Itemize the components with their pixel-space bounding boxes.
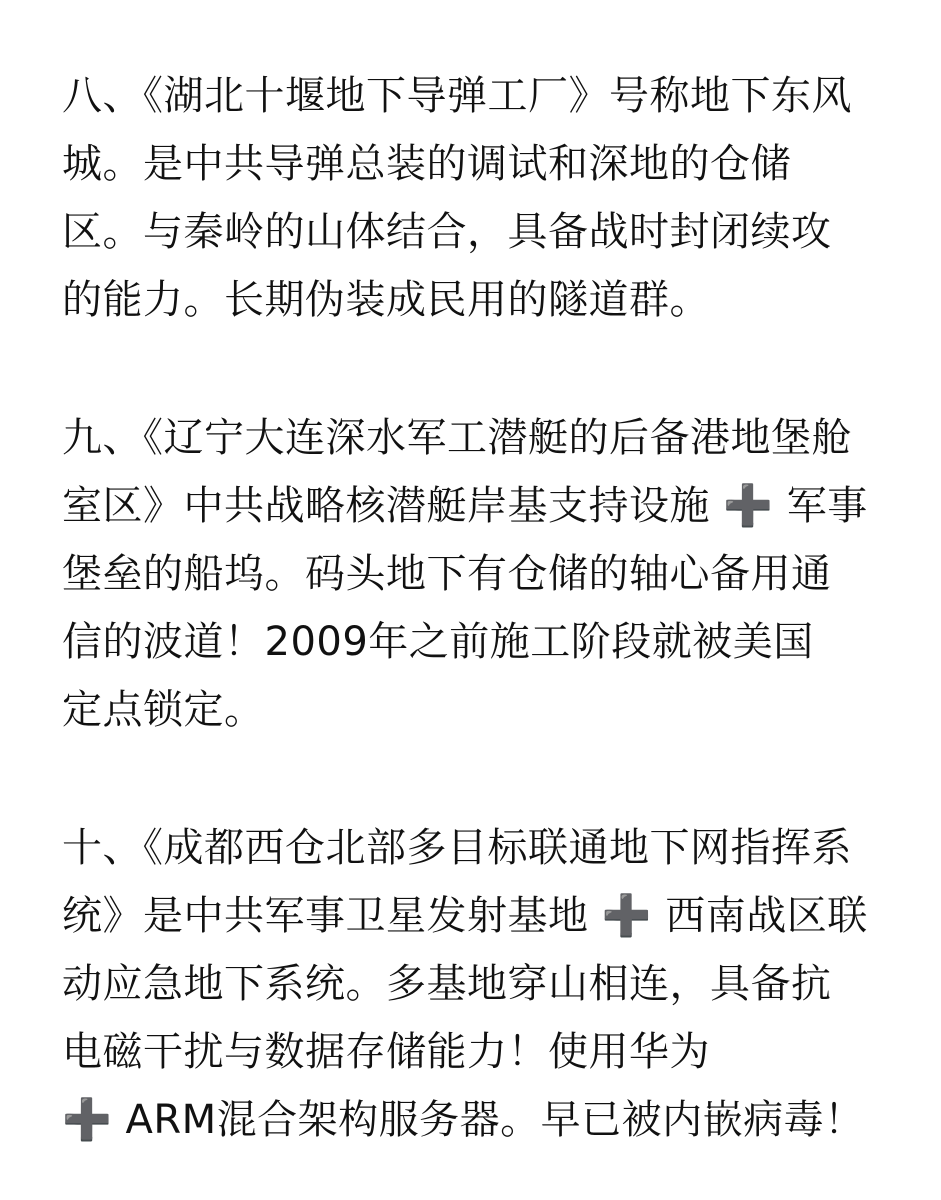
text-line: 室区》中共战略核潜艇岸基支持设施 ➕ 军事 [62, 483, 868, 529]
text-line: 城。是中共导弹总装的调试和深地的仓储 [62, 141, 791, 187]
text-line: ➕ ARM混合架构服务器。早已被内嵌病毒！ [62, 1097, 865, 1143]
text-line: 十、《成都西仓北部多目标联通地下网指挥系 [62, 825, 852, 871]
text-line: 动应急地下系统。多基地穿山相连，具备抗 [62, 961, 832, 1007]
document-body [62, 62, 892, 1154]
paragraph-gap [62, 334, 892, 404]
text-line: 堡垒的船坞。码头地下有仓储的轴心备用通 [62, 551, 832, 597]
text-line: 电磁干扰与数据存储能力！使用华为 [62, 1029, 710, 1075]
text-line: 定点锁定。 [62, 687, 265, 733]
paragraph-8 [62, 62, 892, 334]
paragraph-gap [62, 744, 892, 814]
text-line: 八、《湖北十堰地下导弹工厂》号称地下东风 [62, 73, 852, 119]
text-line: 信的波道！2009年之前施工阶段就被美国 [62, 619, 814, 665]
text-line: 统》是中共军事卫星发射基地 ➕ 西南战区联 [62, 893, 868, 939]
text-line: 区。与秦岭的山体结合，具备战时封闭续攻 [62, 209, 832, 255]
paragraph-9 [62, 404, 892, 744]
text-line: 的能力。长期伪装成民用的隧道群。 [62, 277, 710, 323]
paragraph-10 [62, 814, 892, 1154]
text-line: 九、《辽宁大连深水军工潜艇的后备港地堡舱 [62, 415, 852, 461]
